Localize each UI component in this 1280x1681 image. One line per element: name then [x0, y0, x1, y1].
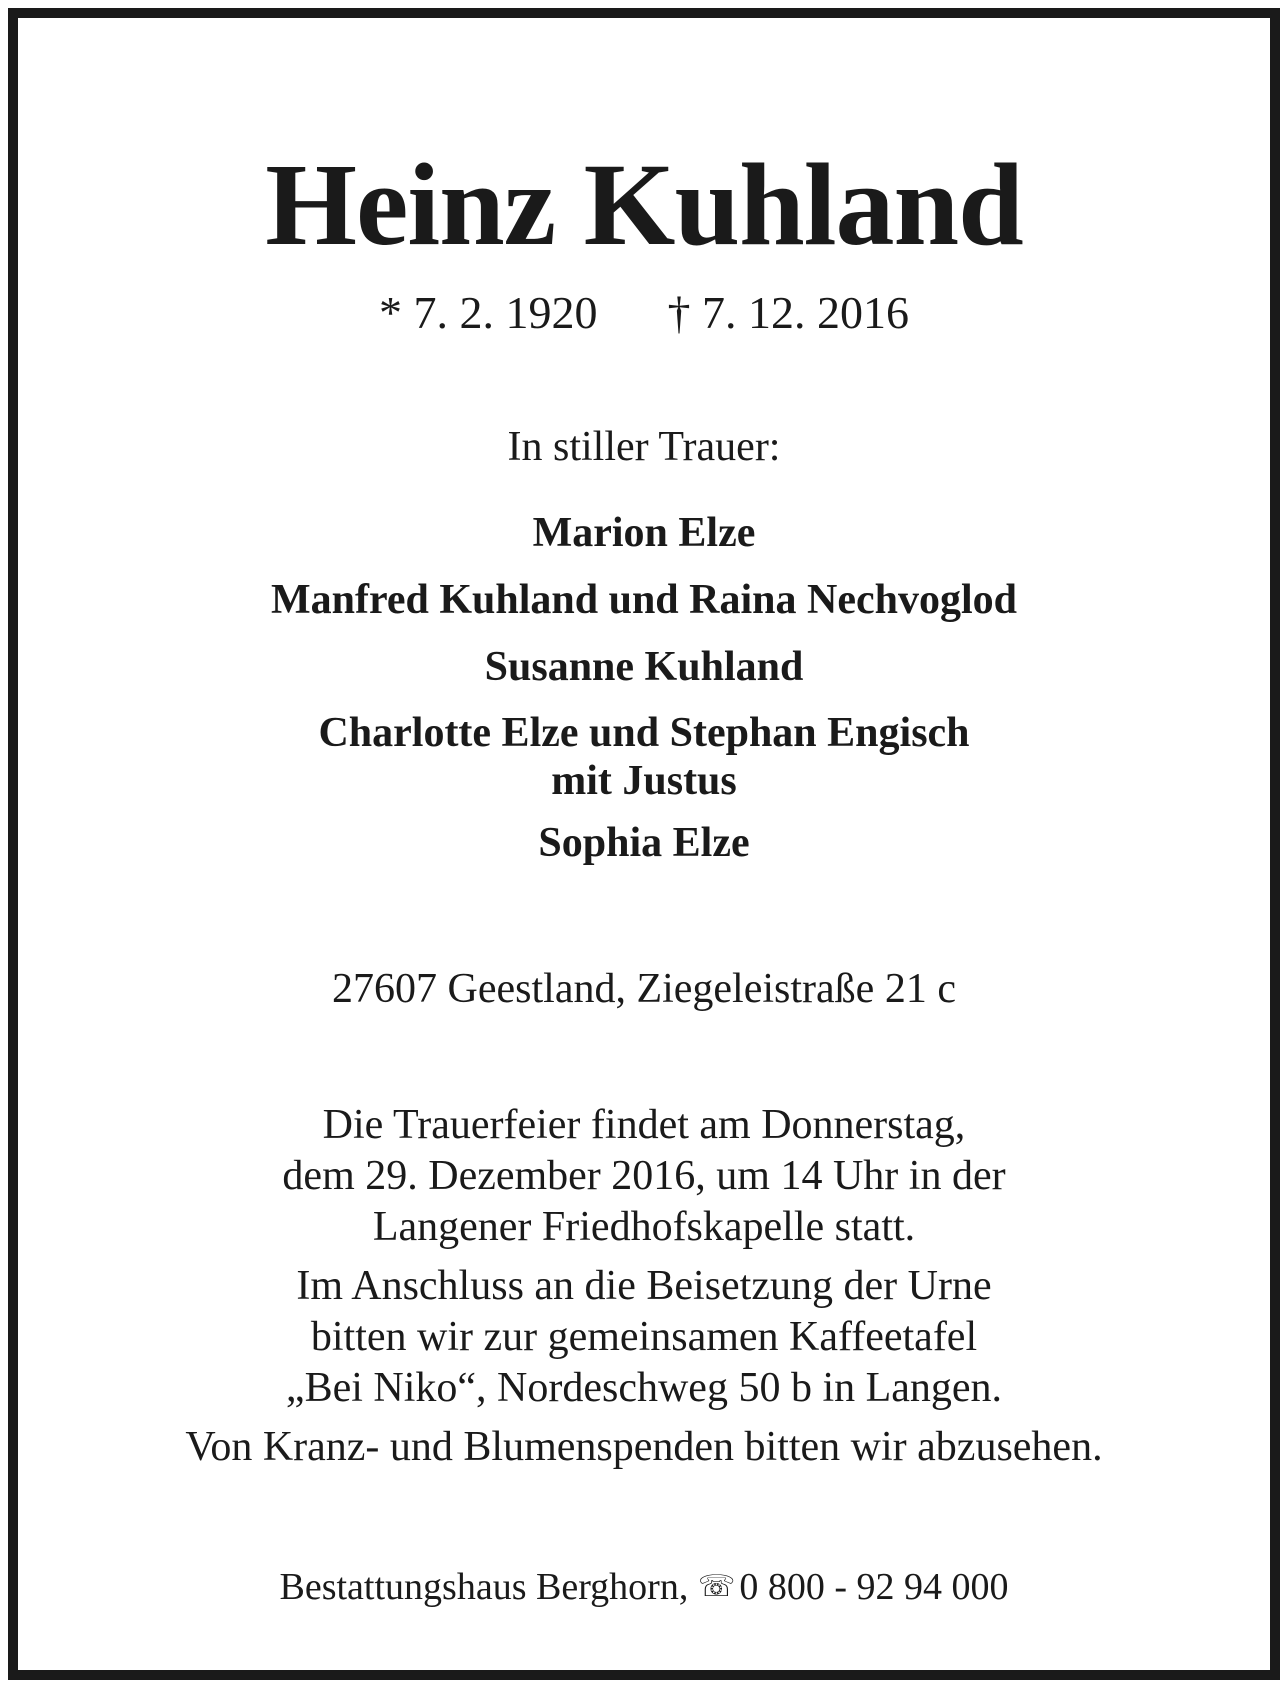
- flowers-paragraph: [18, 1422, 1270, 1473]
- mourner-entry: [18, 506, 1270, 560]
- obituary-content: [18, 18, 1270, 1670]
- funeral-home-name: Bestattungshaus Berghorn,: [279, 1566, 689, 1608]
- mourner-name-continued: mit Justus: [551, 758, 737, 804]
- mourner-name: Susanne Kuhland: [484, 644, 804, 690]
- family-address: 27607 Geestland, Ziegeleistraße 21 c: [332, 966, 956, 1012]
- funeral-notice: [18, 1100, 1270, 1481]
- birth-date: * 7. 2. 1920: [379, 287, 598, 338]
- mourner-name: Manfred Kuhland und Raina Nechvoglod: [270, 577, 1018, 623]
- notice-line: bitten wir zur gemeinsamen Kaffeetafel: [310, 1314, 978, 1360]
- funeral-home-footer: [18, 1568, 1270, 1606]
- telephone-icon: ☏: [697, 1569, 736, 1604]
- life-dates: [18, 287, 1270, 338]
- reception-paragraph: [18, 1261, 1270, 1414]
- mourning-intro: In stiller Trauer:: [507, 424, 781, 470]
- notice-line: Von Kranz- und Blumenspenden bitten wir abzusehen.: [185, 1424, 1103, 1470]
- mourner-entry: [18, 640, 1270, 694]
- notice-line: dem 29. Dezember 2016, um 14 Uhr in der: [282, 1153, 1006, 1199]
- notice-line: „Bei Niko“, Nordeschweg 50 b in Langen.: [285, 1365, 1003, 1411]
- notice-line: Im Anschluss an die Beisetzung der Urne: [296, 1263, 992, 1309]
- mourner-entry: [18, 816, 1270, 870]
- mourner-name: Marion Elze: [532, 510, 756, 556]
- mourner-entry: [18, 573, 1270, 627]
- mourner-entry: [18, 707, 1270, 803]
- mourner-list: [18, 506, 1270, 883]
- service-paragraph: [18, 1100, 1270, 1253]
- notice-line: Die Trauerfeier findet am Donnerstag,: [322, 1102, 966, 1148]
- death-date: † 7. 12. 2016: [667, 287, 909, 338]
- deceased-name: Heinz Kuhland: [265, 139, 1023, 270]
- phone-number: 0 800 - 92 94 000: [739, 1566, 1009, 1608]
- notice-line: Langener Friedhofskapelle statt.: [372, 1204, 916, 1250]
- mourner-name: Sophia Elze: [538, 820, 750, 866]
- obituary-frame: [8, 8, 1280, 1680]
- mourner-name: Charlotte Elze und Stephan Engisch: [318, 710, 970, 756]
